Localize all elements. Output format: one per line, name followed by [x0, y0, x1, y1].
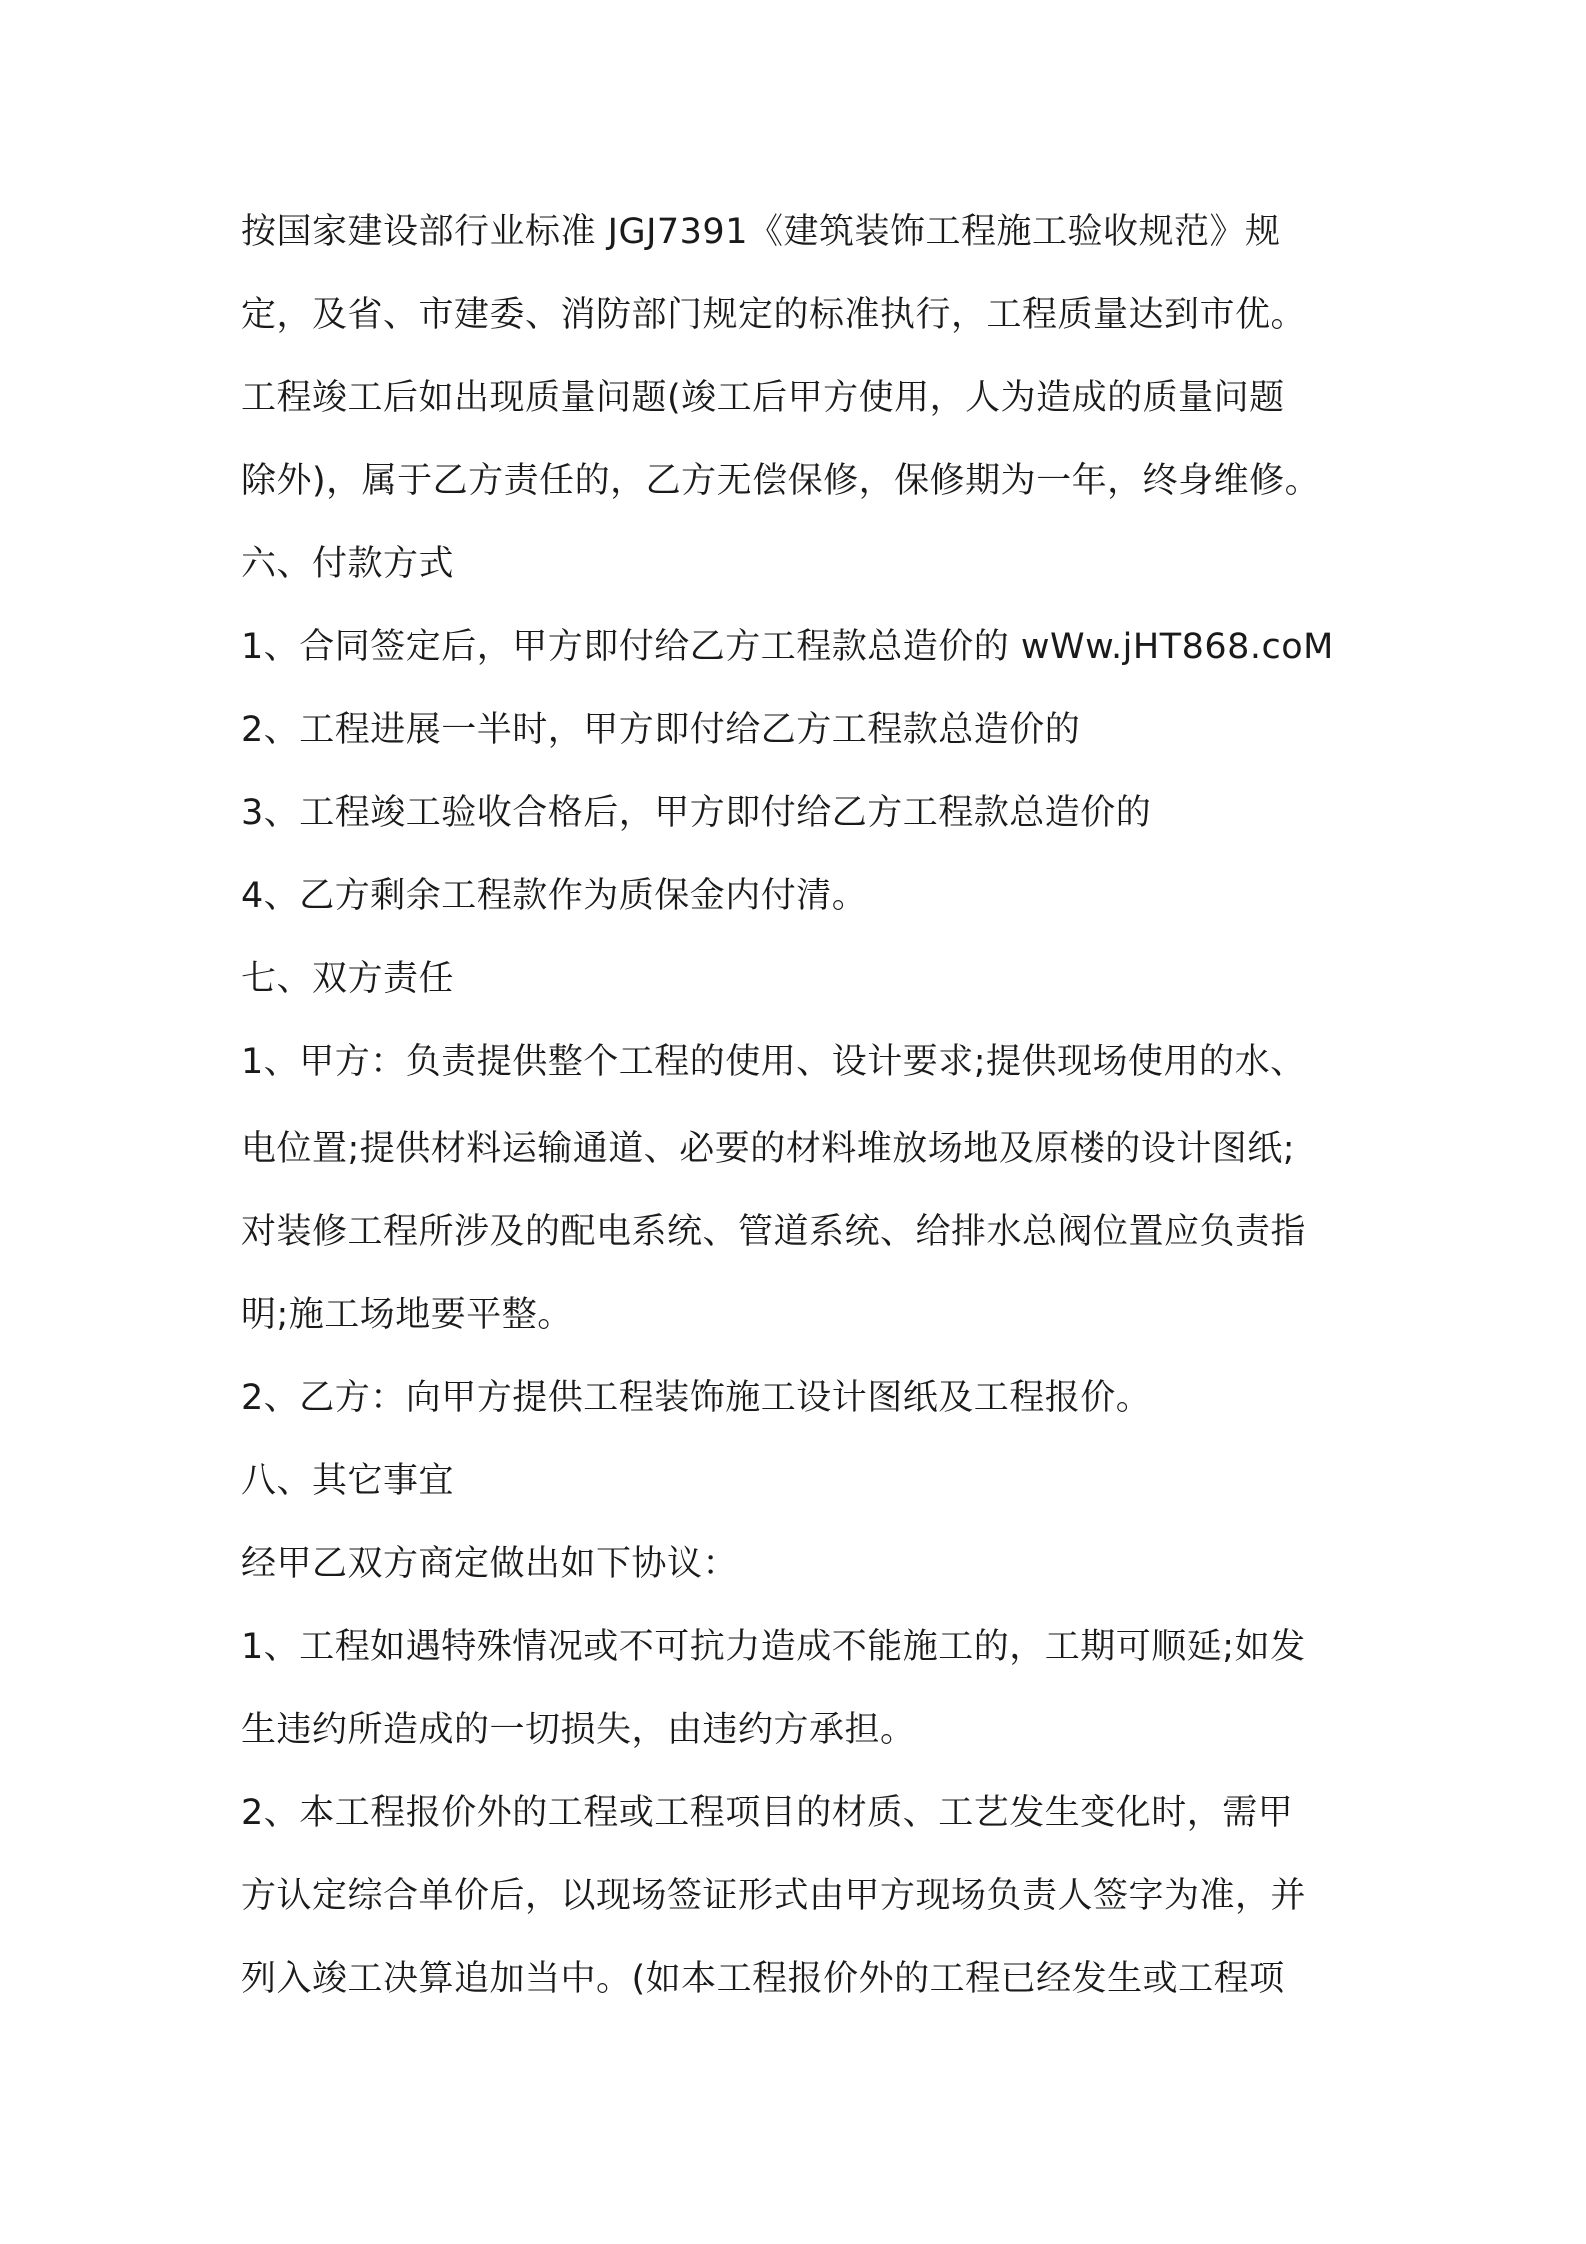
- paragraph-line: 生违约所造成的一切损失，由违约方承担。: [241, 1710, 916, 1750]
- section-heading: 八、其它事宜: [241, 1461, 455, 1501]
- paragraph-line: 2、乙方：向甲方提供工程装饰施工设计图纸及工程报价。: [241, 1378, 1152, 1418]
- paragraph-line: 明;施工场地要平整。: [241, 1295, 573, 1335]
- paragraph-line: 按国家建设部行业标准 JGJ7391《建筑装饰工程施工验收规范》规: [241, 212, 1281, 252]
- paragraph-line: 1、合同签定后，甲方即付给乙方工程款总造价的 wWw.jHT868.coM: [241, 627, 1334, 667]
- paragraph-line: 电位置;提供材料运输通道、必要的材料堆放场地及原楼的设计图纸;: [241, 1129, 1296, 1169]
- paragraph-line: 2、本工程报价外的工程或工程项目的材质、工艺发生变化时，需甲: [241, 1793, 1294, 1833]
- paragraph-line: 对装修工程所涉及的配电系统、管道系统、给排水总阀位置应负责指: [241, 1212, 1307, 1252]
- paragraph-line: 4、乙方剩余工程款作为质保金内付清。: [241, 876, 868, 916]
- paragraph-line: 列入竣工决算追加当中。(如本工程报价外的工程已经发生或工程项: [241, 1959, 1285, 1999]
- paragraph-line: 经甲乙双方商定做出如下协议：: [241, 1544, 739, 1584]
- paragraph-line: 1、甲方：负责提供整个工程的使用、设计要求;提供现场使用的水、: [241, 1042, 1306, 1082]
- section-heading: 六、付款方式: [241, 544, 455, 584]
- section-heading: 七、双方责任: [241, 959, 455, 999]
- paragraph-line: 方认定综合单价后，以现场签证形式由甲方现场负责人签字为准，并: [241, 1876, 1307, 1916]
- paragraph-line: 3、工程竣工验收合格后，甲方即付给乙方工程款总造价的: [241, 793, 1152, 833]
- paragraph-line: 定，及省、市建委、消防部门规定的标准执行，工程质量达到市优。: [241, 295, 1307, 335]
- paragraph-line: 1、工程如遇特殊情况或不可抗力造成不能施工的，工期可顺延;如发: [241, 1627, 1306, 1667]
- paragraph-line: 工程竣工后如出现质量问题(竣工后甲方使用，人为造成的质量问题: [241, 378, 1285, 418]
- paragraph-line: 除外)，属于乙方责任的，乙方无偿保修，保修期为一年，终身维修。: [241, 461, 1321, 501]
- paragraph-line: 2、工程进展一半时，甲方即付给乙方工程款总造价的: [241, 710, 1081, 750]
